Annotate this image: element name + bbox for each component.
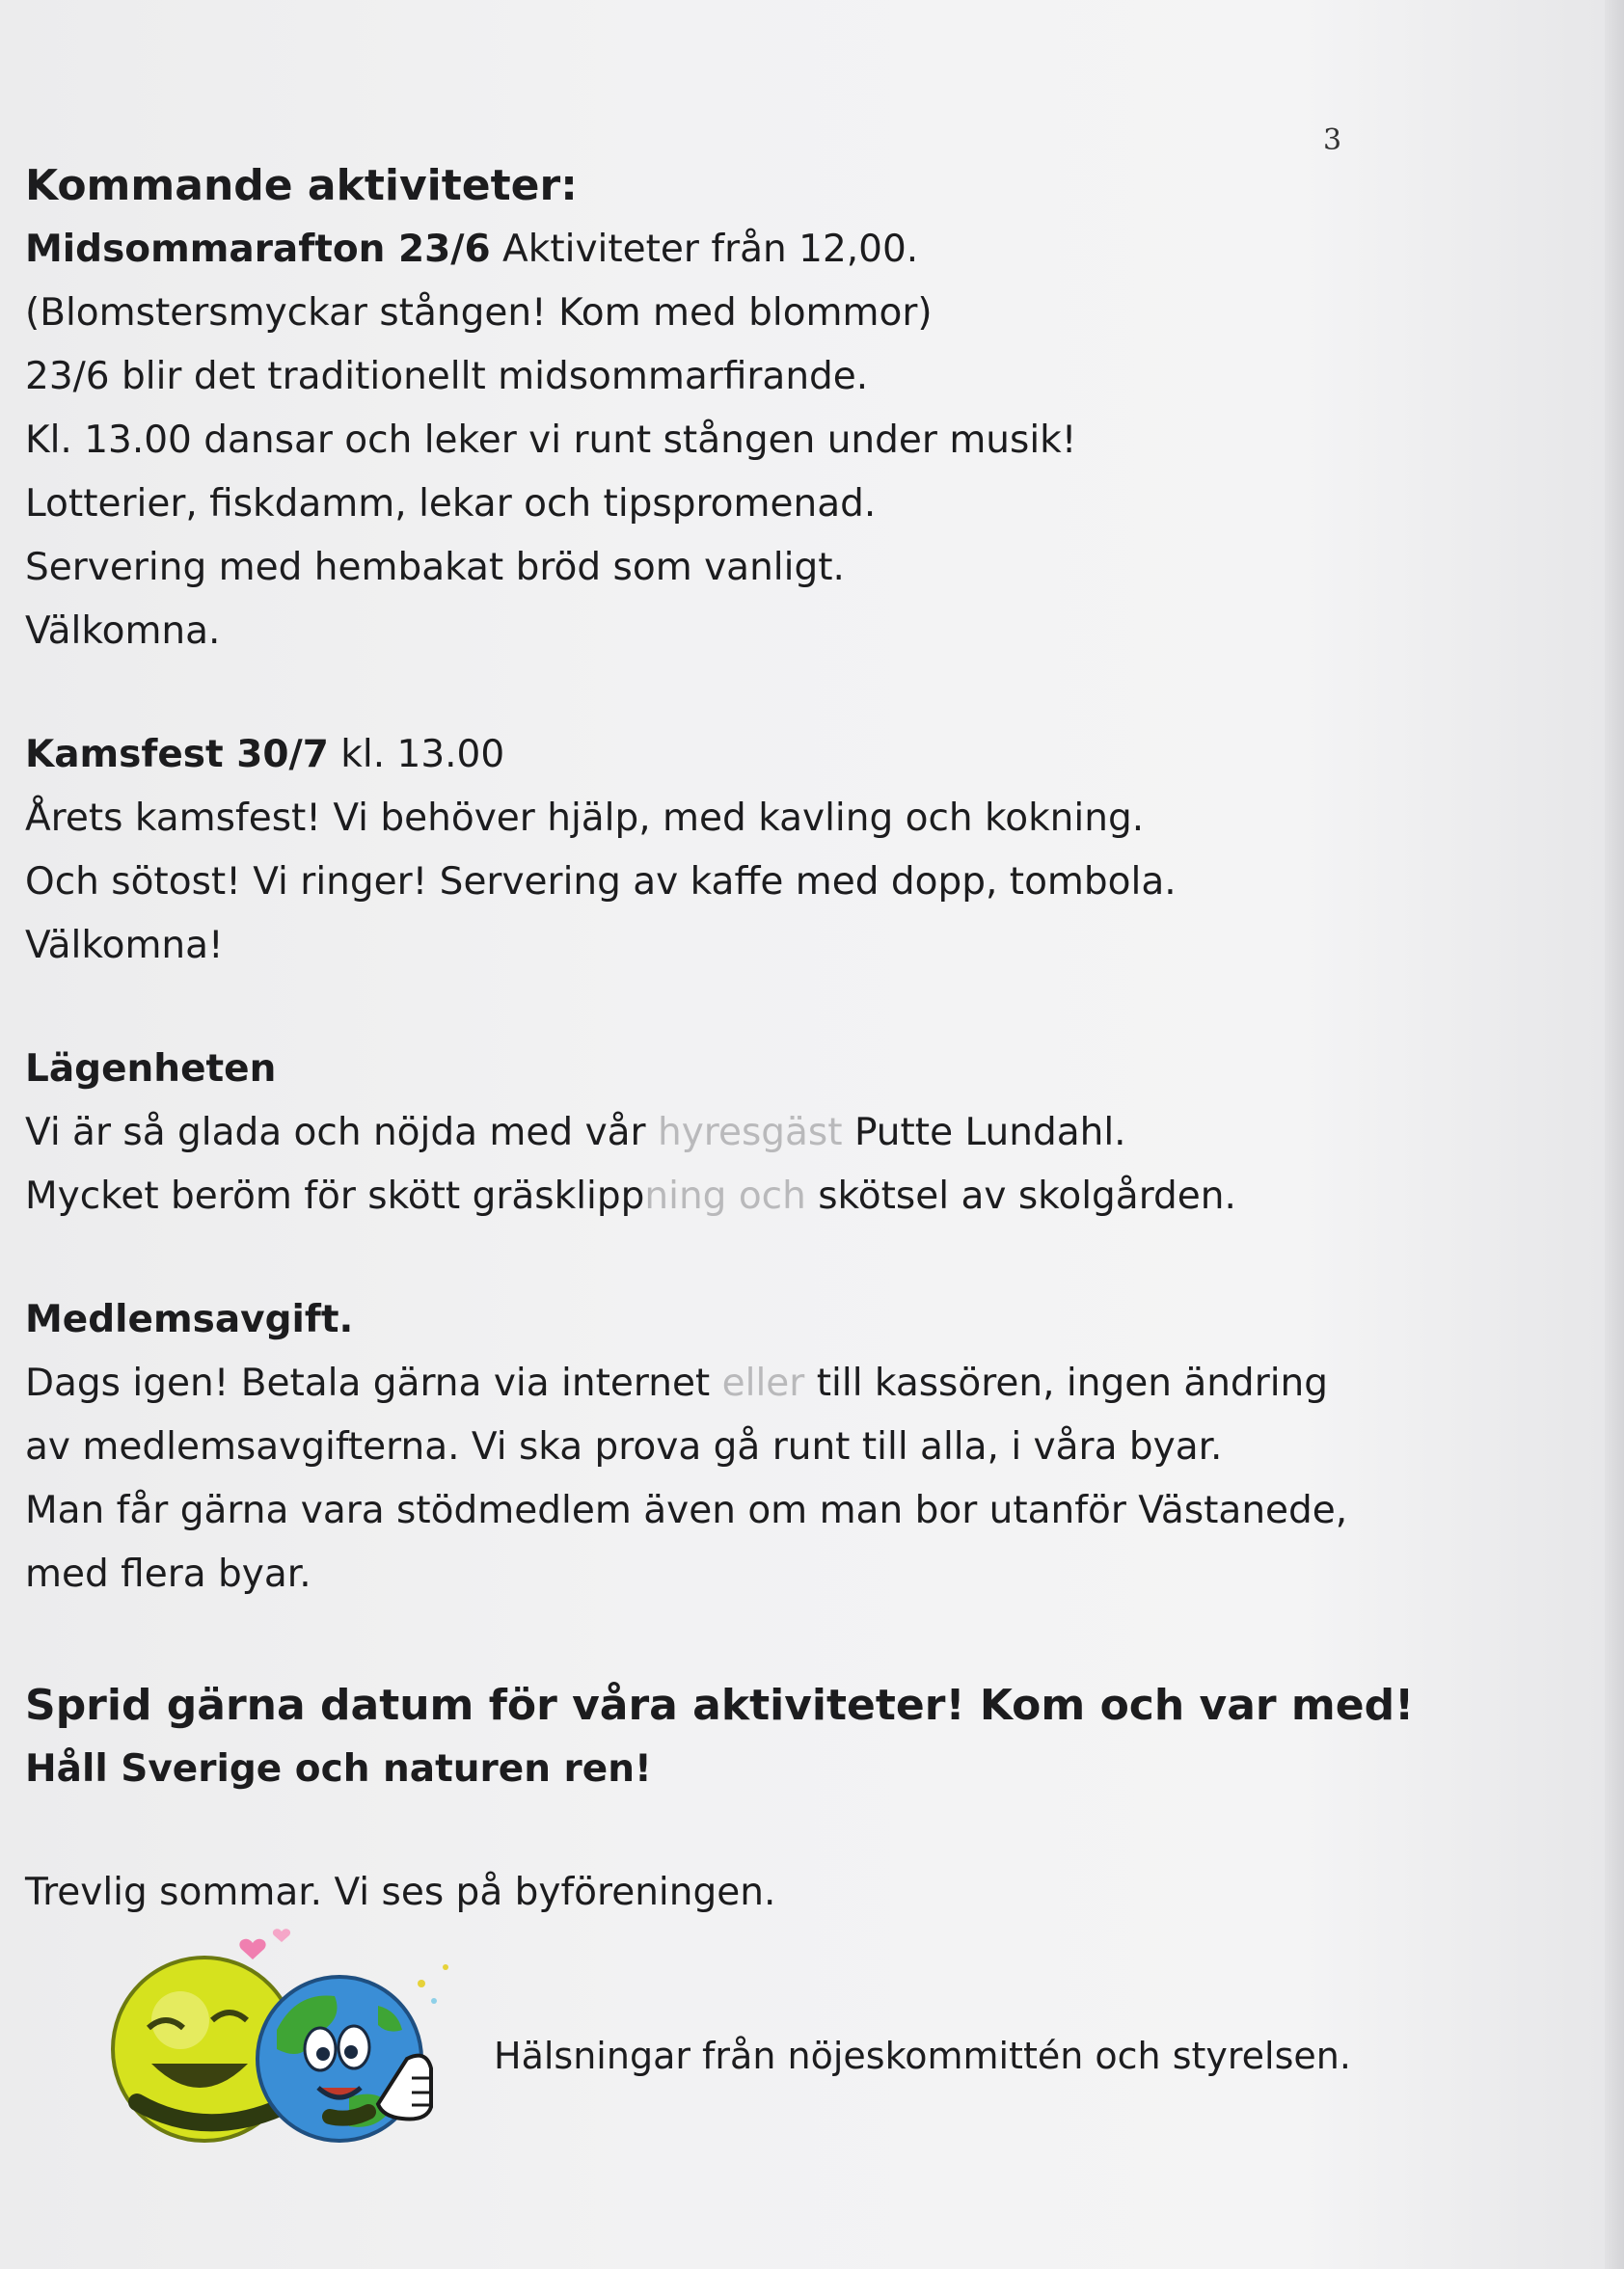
- kamsfest-heading-line: [25, 723, 1472, 787]
- medlemsavgift-line: av medlemsavgifterna. Vi ska prova gå runt till alla, i våra byar.: [25, 1425, 1223, 1469]
- lagenheten-line1-start: Vi är så glada och nöjda med vår: [25, 1111, 658, 1154]
- keep-clean-callout: Håll Sverige och naturen ren!: [25, 1747, 652, 1791]
- lagenheten-line: [25, 1165, 1472, 1229]
- greeting-text: Hälsningar från nöjeskommittén och styrelsen.: [494, 2035, 1351, 2077]
- medlemsavgift-line1-end: till kassören, ingen ändring: [804, 1362, 1329, 1405]
- kamsfest-line: Och sötost! Vi ringer! Servering av kaffe med dopp, tombola.: [25, 860, 1177, 904]
- midsommar-heading: Midsommarafton 23/6: [25, 228, 491, 271]
- midsommar-line: Servering med hembakat bröd som vanligt.: [25, 546, 845, 589]
- kamsfest-heading-rest: kl. 13.00: [328, 733, 505, 776]
- lagenheten-heading: Lägenheten: [25, 1047, 277, 1091]
- section-gap: [25, 1607, 1472, 1674]
- page-title: Kommande aktiviteter:: [25, 161, 578, 210]
- lagenheten-line2-end: skötsel av skolgården.: [805, 1175, 1236, 1218]
- smiley-hugging-earth-illustration: [89, 1924, 474, 2146]
- section-gap: [25, 978, 1472, 1038]
- footer: [89, 1924, 1535, 2146]
- section-gap: [25, 1229, 1472, 1288]
- section-gap: [25, 1801, 1472, 1861]
- lagenheten-line1-faint: hyresgäst: [657, 1111, 843, 1154]
- page-number: 3: [1323, 123, 1342, 157]
- medlemsavgift-heading: Medlemsavgift.: [25, 1298, 354, 1341]
- kamsfest-line: Årets kamsfest! Vi behöver hjälp, med kavling och kokning.: [25, 797, 1145, 840]
- kamsfest-line: Välkomna!: [25, 924, 224, 967]
- midsommar-line: (Blomstersmyckar stången! Kom med blommor): [25, 291, 933, 335]
- closing-line: Trevlig sommar. Vi ses på byföreningen.: [25, 1871, 776, 1914]
- document-body: [25, 154, 1472, 1925]
- lagenheten-line1-end: Putte Lundahl.: [842, 1111, 1126, 1154]
- medlemsavgift-line1-start: Dags igen! Betala gärna via internet: [25, 1362, 722, 1405]
- midsommar-line: 23/6 blir det traditionellt midsommarfirande.: [25, 355, 869, 398]
- midsommar-heading-line: [25, 218, 1472, 282]
- lagenheten-line2-start: Mycket beröm för skött gräsklipp: [25, 1175, 645, 1218]
- page-edge: [1605, 0, 1624, 2269]
- spread-callout: Sprid gärna datum för våra aktiviteter! Kom och var med!: [25, 1681, 1415, 1730]
- heart-icon: [239, 1929, 290, 1959]
- midsommar-heading-rest: Aktiviteter från 12,00.: [490, 228, 919, 271]
- midsommar-line: Lotterier, fiskdamm, lekar och tipspromenad.: [25, 482, 877, 526]
- medlemsavgift-line: Man får gärna vara stödmedlem även om man bor utanför Västanede,: [25, 1489, 1348, 1532]
- midsommar-line: Välkomna.: [25, 609, 221, 653]
- medlemsavgift-line1-faint: eller: [721, 1362, 805, 1405]
- medlemsavgift-line: med flera byar.: [25, 1553, 311, 1596]
- sparkle-icon: [418, 1964, 448, 2004]
- section-gap: [25, 663, 1472, 723]
- lagenheten-line2-faint: ning och: [644, 1175, 806, 1218]
- midsommar-line: Kl. 13.00 dansar och leker vi runt stången under musik!: [25, 419, 1077, 462]
- kamsfest-heading: Kamsfest 30/7: [25, 733, 329, 776]
- medlemsavgift-line: [25, 1352, 1472, 1416]
- lagenheten-line: [25, 1101, 1472, 1165]
